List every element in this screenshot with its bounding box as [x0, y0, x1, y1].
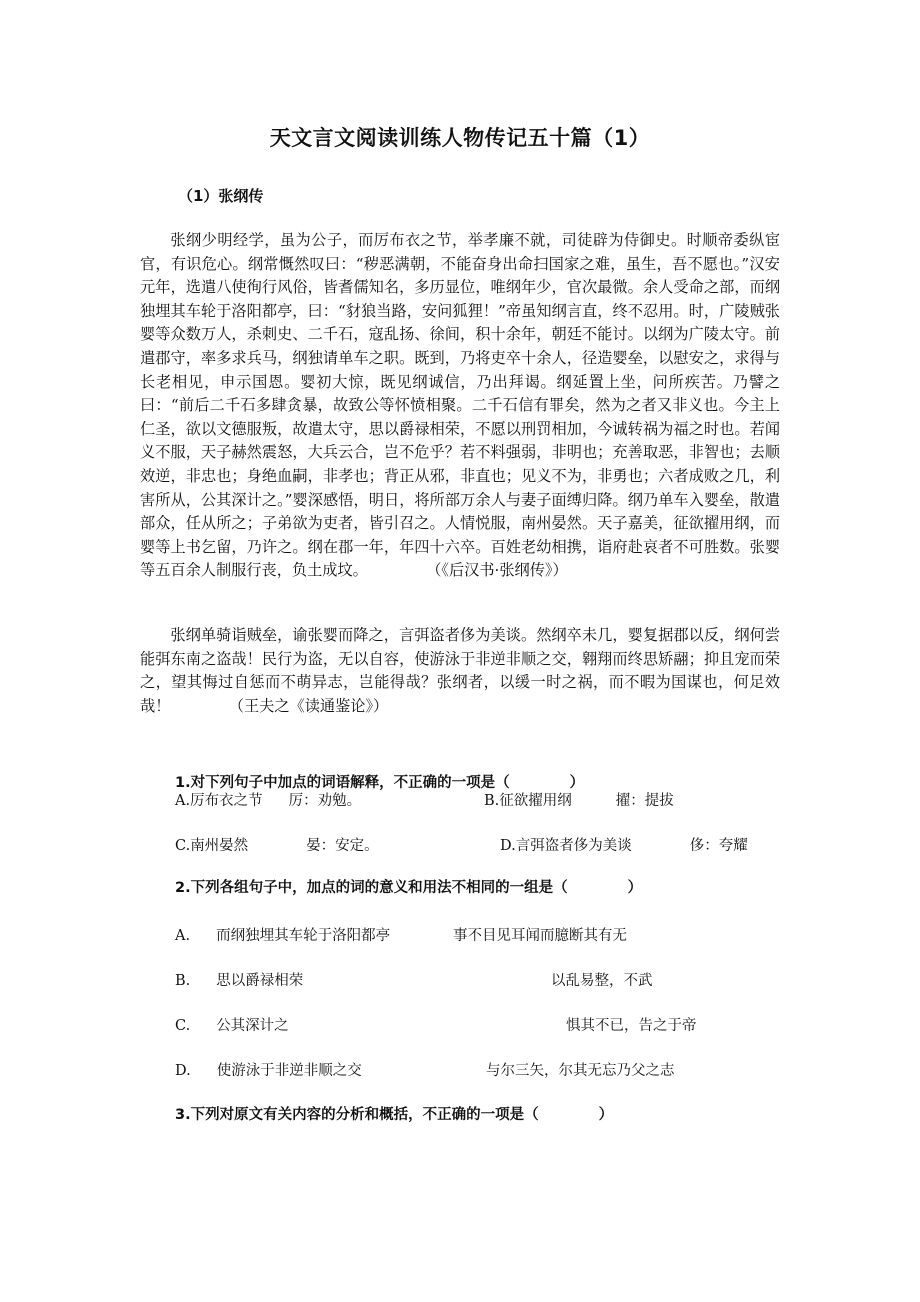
option-letter: D. — [500, 838, 516, 854]
option-left-sentence: 思以爵禄相荣 — [216, 973, 304, 989]
option-gloss: 擢：提拔 — [615, 793, 674, 809]
q1-option-d[interactable] — [500, 834, 748, 855]
q1-option-b[interactable] — [484, 789, 674, 810]
q2-option-c[interactable] — [175, 1014, 289, 1035]
option-letter: A. — [175, 928, 191, 944]
option-sentence: 厉布衣之节 — [190, 793, 263, 809]
question-1-stem-end: ） — [569, 775, 585, 791]
section-heading: （1）张纲传 — [178, 187, 264, 205]
option-letter: B. — [484, 793, 500, 809]
option-sentence: 征欲擢用纲 — [499, 793, 572, 809]
question-1-stem: 1.对下列句子中加点的词语解释，不正确的一项是（ — [175, 775, 510, 791]
passage-2 — [140, 624, 780, 718]
option-left-sentence: 而纲独埋其车轮于洛阳都亭 — [216, 928, 391, 944]
passage-1 — [140, 229, 780, 583]
question-2-stem-end: ） — [627, 880, 643, 896]
option-letter: C. — [175, 838, 191, 854]
passage-1-source: （《后汉书·张纲传》） — [426, 561, 568, 580]
q2-option-d-right: 与尔三矢，尔其无忘乃父之志 — [486, 1063, 675, 1079]
option-sentence: 言弭盗者侈为美谈 — [515, 838, 632, 854]
q2-option-d[interactable] — [175, 1059, 362, 1080]
q1-option-c[interactable] — [175, 834, 379, 855]
option-letter: A. — [175, 793, 191, 809]
q2-option-a-right: 事不目见耳闻而臆断其有无 — [453, 928, 627, 944]
option-letter: B. — [175, 973, 191, 989]
question-3-stem: 3.下列对原文有关内容的分析和概括，不正确的一项是（ — [175, 1107, 539, 1123]
passage-2-text: 张纲单骑诣贼垒，谕张婴而降之，言弭盗者侈为美谈。然纲卒未几，婴复据郡以反，纲何尝能弭东南之盗哉！民行为盗，无以自容，使游泳于非逆非顺之交，翱翔而终思矫翮；抑且宠而荣之，望其悔过自惩而不萌异志，岂能得哉？张纲者，以缓一时之祸，而不暇为国谋也，何足效哉！ — [140, 626, 780, 715]
option-left-sentence: 公其深计之 — [216, 1018, 289, 1034]
document-title: 天文言文阅读训练人物传记五十篇（1） — [269, 126, 651, 150]
option-gloss: 晏：安定。 — [306, 838, 379, 854]
q2-option-c-right: 惧其不已，告之于帝 — [566, 1018, 697, 1034]
passage-1-text: 张纲少明经学，虽为公子，而厉布衣之节，举孝廉不就，司徒辟为侍御史。时顺帝委纵宦官，有识危心。纲常慨然叹曰：“秽恶满朝，不能奋身出命扫国家之难，虽生，吾不愿也。”汉安元年，选遣八使徇行风俗，皆耆儒知名，多历显位，唯纲年少，官次最微。余人受命之部，而纲独埋其车轮于洛阳都亭，曰：“豺狼当路，安问狐狸！”帝虽知纲言直，终不忍用。时，广陵贼张婴等众数万人，杀刺史、二千石，寇乱扬、徐间，积十余年，朝廷不能讨。以纲为广陵太守。前遣郡守，率多求兵马，纲独请单车之职。既到，乃将吏卒十余人，径造婴垒，以慰安之，求得与长老相见，申示国恩。婴初大惊，既见纲诚信，乃出拜谒。纲延置上坐，问所疾苦。乃譬之曰：“前后二千石多肆贪暴，故致公等怀愤相聚。二千石信有罪矣，然为之者又非义也。今主上仁圣，欲以文德服叛，故遣太守，思以爵禄相荣，不愿以刑罚相加，今诚转祸为福之时也。若闻义不服，天子赫然震怒，大兵云合，岂不危乎？若不料强弱，非明也；充善取恶，非智也；去顺效逆，非忠也；身绝血嗣，非孝也；背正从邪，非直也；见义不为，非勇也；六者成败之几，利害所从，公其深计之。”婴深感悟，明日，将所部万余人与妻子面缚归降。纲乃单车入婴垒，散遣部众，任从所之；子弟欲为吏者，皆引召之。人情悦服，南州晏然。天子嘉美，征欲擢用纲，而婴等上书乞留，乃许之。纲在郡一年，年四十六卒。百姓老幼相携，诣府赴哀者不可胜数。张婴等五百余人制服行丧，负土成坟。 — [140, 231, 780, 580]
option-letter: D. — [175, 1063, 191, 1079]
option-letter: C. — [175, 1018, 191, 1034]
option-left-sentence: 使游泳于非逆非顺之交 — [216, 1063, 362, 1079]
question-3-stem-end: ） — [598, 1107, 614, 1123]
option-gloss: 侈：夸耀 — [689, 838, 748, 854]
passage-2-source: （王夫之《读通鉴论》） — [228, 696, 389, 715]
question-2-stem: 2.下列各组句子中，加点的词的意义和用法不相同的一组是（ — [175, 880, 568, 896]
option-gloss: 厉：劝勉。 — [288, 793, 362, 809]
q2-option-b[interactable] — [175, 969, 303, 990]
q1-option-a[interactable] — [175, 789, 361, 810]
q2-option-a[interactable] — [175, 924, 390, 945]
question-2 — [175, 876, 642, 897]
q2-option-b-right: 以乱易整，不武 — [551, 973, 653, 989]
question-3 — [175, 1103, 613, 1124]
option-sentence: 南州晏然 — [190, 838, 249, 854]
